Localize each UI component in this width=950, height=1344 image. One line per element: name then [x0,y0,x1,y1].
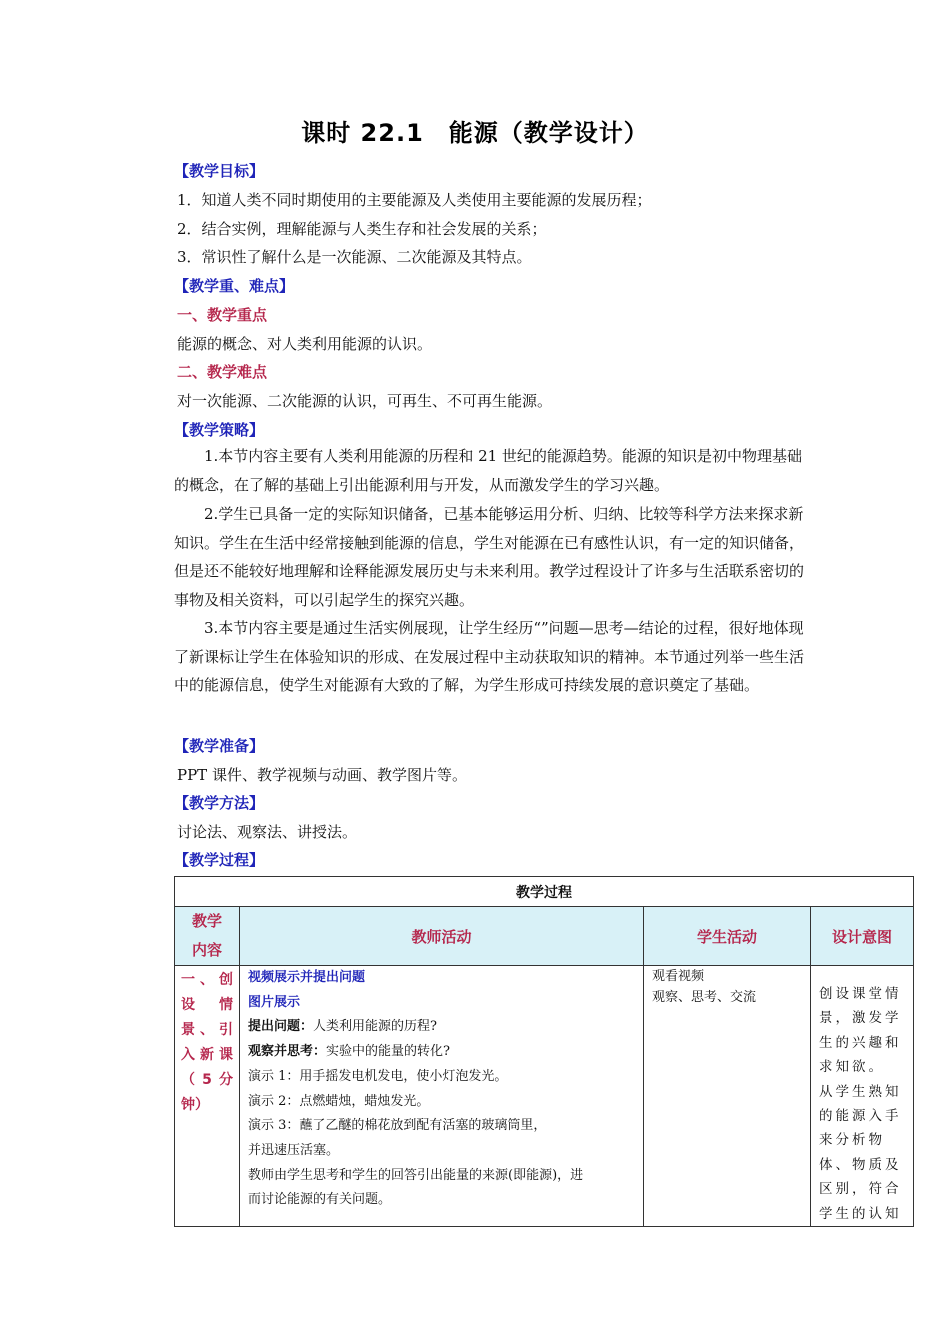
student-activity-line: 观看视频 [652,969,705,984]
row-intent-cell [811,966,914,1227]
row-teacher-cell [240,966,644,1227]
student-activity-line: 观察、思考、交流 [652,990,757,1005]
page-title: 课时 22.1 能源（教学设计） [301,119,649,147]
strategy-heading: 【教学策略】 [174,421,265,439]
method-heading: 【教学方法】 [174,794,265,812]
strategy-paragraph: 3.本节内容主要是通过生活实例展现，让学生经历“”问题—思考—结论的过程，很好地体现了新课标让学生在体验知识的形成、在发展过程中主动获取知识的精神。本节通过列举一些生活中的能源信息，使学生对能源有大致的了解，为学生形成可持续发展的意识奠定了基础。 [174,619,805,695]
teaching-process-table [174,876,914,1227]
demo-3: 演示 3：蘸了乙醚的棉花放到配有活塞的玻璃筒里， [248,1118,547,1134]
table-row [175,966,914,1227]
teacher-heading-video: 视频展示并提出问题 [248,970,366,985]
table-title: 教学过程 [175,877,914,907]
header-teacher: 教师活动 [240,907,644,966]
objectives-heading: 【教学目标】 [174,162,265,180]
teacher-summary-cont: 而讨论能源的有关问题。 [248,1192,392,1208]
header-student: 学生活动 [644,907,811,966]
objective-item: 2．结合实例，理解能源与人类生存和社会发展的关系； [177,220,547,238]
focus-text: 能源的概念、对人类利用能源的认识。 [177,335,433,353]
row-student-cell [644,966,811,1227]
focus-heading: 一、教学重点 [177,306,268,324]
teacher-observe [248,1040,635,1065]
demo-2: 演示 2：点燃蜡烛，蜡烛发光。 [248,1093,430,1109]
observe-text: 实验中的能量的转化? [326,1044,450,1060]
intent-line: 区别，符合 [819,1181,902,1198]
demo-3-cont: 并迅速压活塞。 [248,1142,340,1158]
difficulty-heading: 二、教学难点 [177,363,268,381]
header-content-line2: 内容 [191,941,222,959]
demo-1: 演示 1：用手摇发电机发电，使小灯泡发光。 [248,1068,508,1084]
objective-item: 1．知道人类不同时期使用的主要能源及人类使用主要能源的发展历程； [177,191,652,209]
preparation-text: PPT 课件、教学视频与动画、教学图片等。 [177,766,467,784]
question-text: 人类利用能源的历程? [313,1019,437,1035]
intent-line: 来分析物 [819,1132,885,1149]
intent-line: 求知欲。 [819,1059,885,1076]
teacher-question [248,1015,635,1040]
intent-line: 的能源入手 [819,1108,902,1125]
intent-line: 生的兴趣和 [819,1034,902,1051]
method-text: 讨论法、观察法、讲授法。 [177,823,358,841]
intent-line: 从学生熟知 [819,1083,902,1100]
question-label: 提出问题： [248,1019,314,1035]
intent-line: 体、物质及 [819,1156,902,1173]
strategy-paragraph: 1.本节内容主要有人类利用能源的历程和 21 世纪的能源趋势。能源的知识是初中物理基础的概念，在了解的基础上引出能源利用与开发，从而激发学生的学习兴趣。 [174,447,802,494]
row-content-cell: 一、创设 情景、引入新课（5分钟） [175,966,240,1227]
intent-line: 创设课堂情 [819,986,902,1002]
header-content-line1: 教学 [191,912,222,930]
objective-item: 3．常识性了解什么是一次能源、二次能源及其特点。 [177,248,532,266]
difficulty-text: 对一次能源、二次能源的认识，可再生、不可再生能源。 [177,392,553,410]
header-intent: 设计意图 [811,907,914,966]
intent-line: 学生的认知 [819,1205,902,1222]
header-content [175,907,240,966]
teacher-heading-images: 图片展示 [248,994,301,1010]
process-heading: 【教学过程】 [174,851,265,869]
keypoints-heading: 【教学重、难点】 [174,277,295,295]
intent-line: 景，激发学 [819,1010,902,1027]
preparation-heading: 【教学准备】 [174,737,265,755]
observe-label: 观察并思考： [248,1044,327,1060]
teacher-summary: 教师由学生思考和学生的回答引出能量的来源(即能源)，进 [248,1167,584,1183]
strategy-paragraph: 2.学生已具备一定的实际知识储备，已基本能够运用分析、归纳、比较等科学方法来探求新知识。学生在生活中经常接触到能源的信息，学生对能源在已有感性认识，有一定的知识储备，但是还不能较好地理解和诠释能源发展历史与未来利用。教学过程设计了许多与生活联系密切的事物及相关资料，可以引起学生的探究兴趣。 [174,505,805,610]
